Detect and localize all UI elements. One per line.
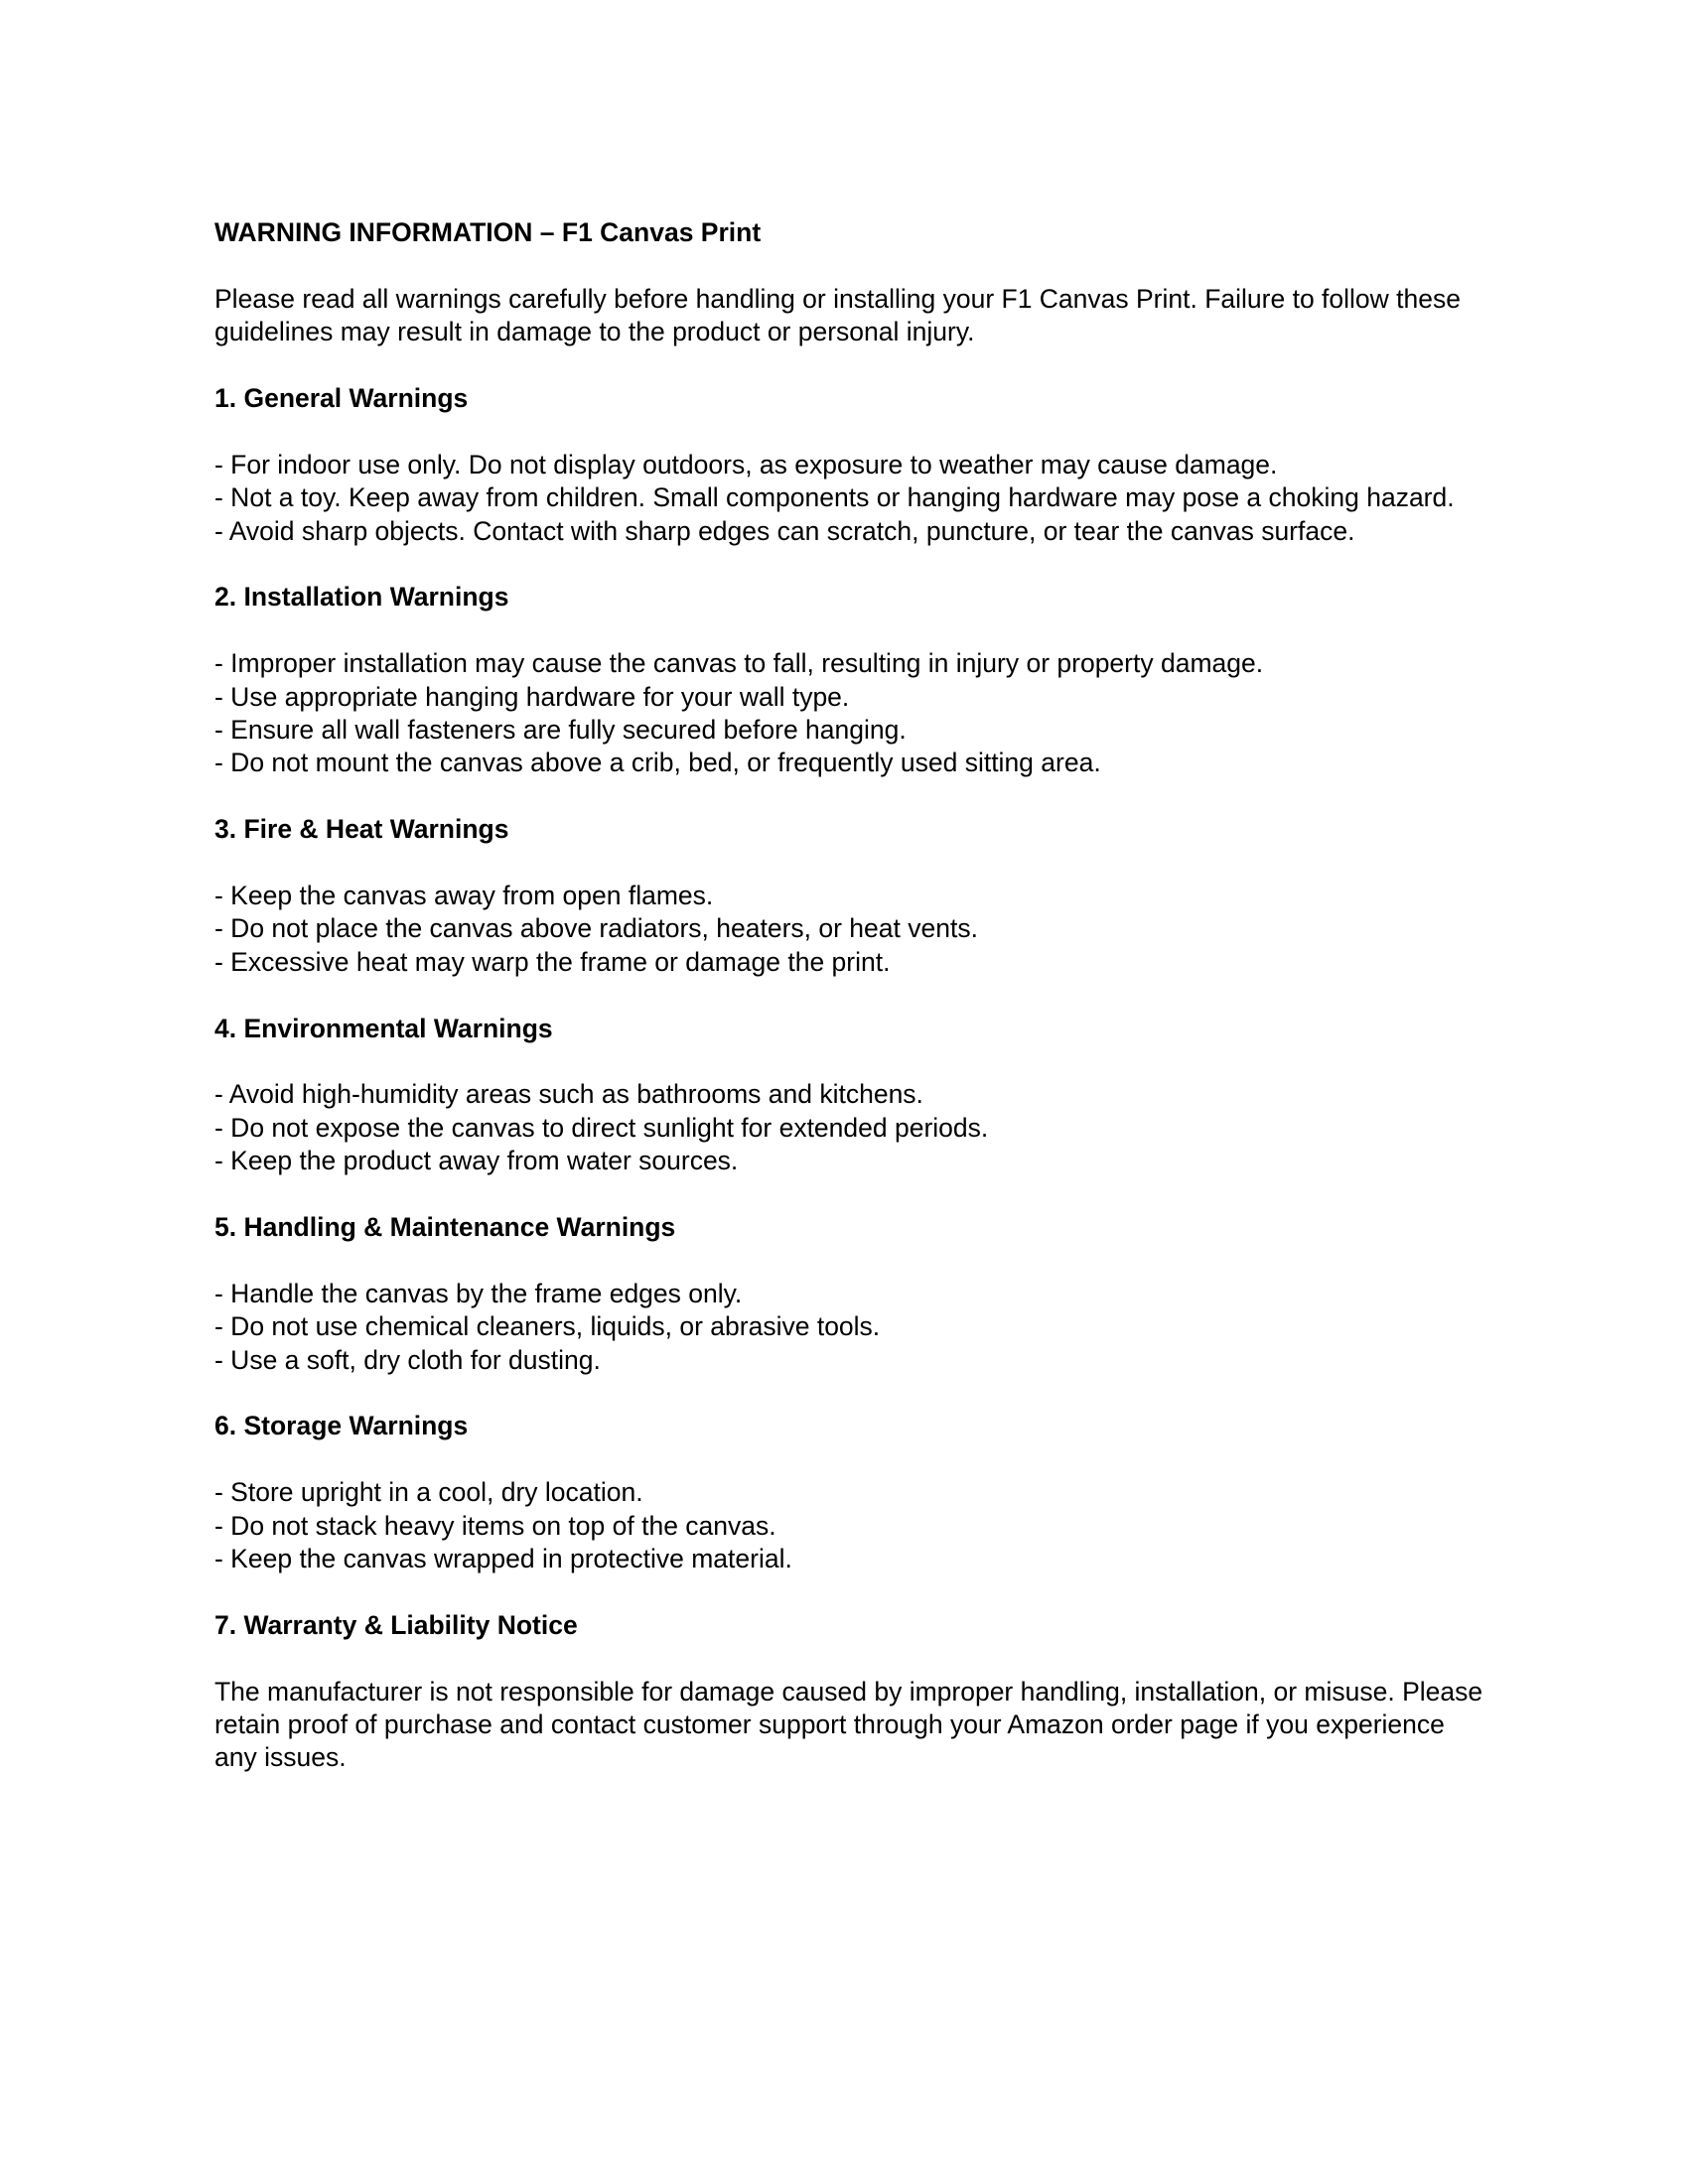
list-item: - Keep the product away from water sources. bbox=[214, 1146, 739, 1176]
section-handling bbox=[214, 1211, 1485, 1377]
section-heading: 2. Installation Warnings bbox=[214, 582, 509, 613]
list-item: - Use a soft, dry cloth for dusting. bbox=[214, 1344, 601, 1375]
list-item: - Improper installation may cause the canvas to fall, resulting in injury or property damage. bbox=[214, 648, 1264, 679]
list-item: - Keep the canvas wrapped in protective material. bbox=[214, 1544, 792, 1574]
warranty-paragraph: The manufacturer is not responsible for damage caused by improper handling, installation, or misuse. Please retain proof of purchase and contact customer support through your Amazon order page if you experience any issues. bbox=[214, 1676, 1483, 1773]
bullet-list bbox=[214, 647, 1485, 780]
list-item: - Excessive heat may warp the frame or damage the print. bbox=[214, 946, 891, 977]
list-item: - Handle the canvas by the frame edges only. bbox=[214, 1278, 743, 1308]
section-heading: 1. General Warnings bbox=[214, 383, 469, 413]
section-heading: 6. Storage Warnings bbox=[214, 1411, 469, 1441]
bullet-list bbox=[214, 1078, 1485, 1177]
section-fire-heat bbox=[214, 813, 1485, 979]
list-item: - Do not expose the canvas to direct sunlight for extended periods. bbox=[214, 1112, 989, 1143]
list-item: - Store upright in a cool, dry location. bbox=[214, 1477, 643, 1508]
section-storage bbox=[214, 1410, 1485, 1575]
list-item: - Avoid sharp objects. Contact with sharp edges can scratch, puncture, or tear the canvas surface. bbox=[214, 515, 1355, 546]
section-heading: 3. Fire & Heat Warnings bbox=[214, 814, 509, 845]
bullet-list bbox=[214, 1476, 1485, 1575]
section-heading: 4. Environmental Warnings bbox=[214, 1013, 553, 1043]
list-item: - Avoid high-humidity areas such as bathrooms and kitchens. bbox=[214, 1079, 923, 1110]
list-item: - Ensure all wall fasteners are fully secured before hanging. bbox=[214, 715, 907, 746]
bullet-list bbox=[214, 449, 1485, 548]
section-installation bbox=[214, 581, 1485, 779]
section-general bbox=[214, 382, 1485, 548]
list-item: - Do not mount the canvas above a crib, bed, or frequently used sitting area. bbox=[214, 748, 1101, 778]
list-item: - Do not stack heavy items on top of the canvas. bbox=[214, 1510, 776, 1541]
section-heading: 5. Handling & Maintenance Warnings bbox=[214, 1212, 676, 1243]
document-page bbox=[214, 216, 1485, 1775]
list-item: - Use appropriate hanging hardware for your wall type. bbox=[214, 681, 850, 712]
list-item: - Not a toy. Keep away from children. Small components or hanging hardware may pose a choking hazard. bbox=[214, 482, 1455, 513]
document-title: WARNING INFORMATION – F1 Canvas Print bbox=[214, 217, 762, 247]
bullet-list bbox=[214, 1278, 1485, 1377]
section-environmental bbox=[214, 1013, 1485, 1178]
bullet-list bbox=[214, 880, 1485, 979]
list-item: - Do not use chemical cleaners, liquids, or abrasive tools. bbox=[214, 1311, 881, 1342]
intro-paragraph: Please read all warnings carefully before handling or installing your F1 Canvas Print. Failure to follow these guidelines may result in damage to the product or personal injury. bbox=[214, 283, 1461, 347]
list-item: - Keep the canvas away from open flames. bbox=[214, 881, 714, 911]
section-warranty bbox=[214, 1609, 1485, 1775]
section-heading: 7. Warranty & Liability Notice bbox=[214, 1609, 578, 1640]
list-item: - Do not place the canvas above radiators, heaters, or heat vents. bbox=[214, 913, 978, 944]
list-item: - For indoor use only. Do not display outdoors, as exposure to weather may cause damage. bbox=[214, 449, 1278, 479]
